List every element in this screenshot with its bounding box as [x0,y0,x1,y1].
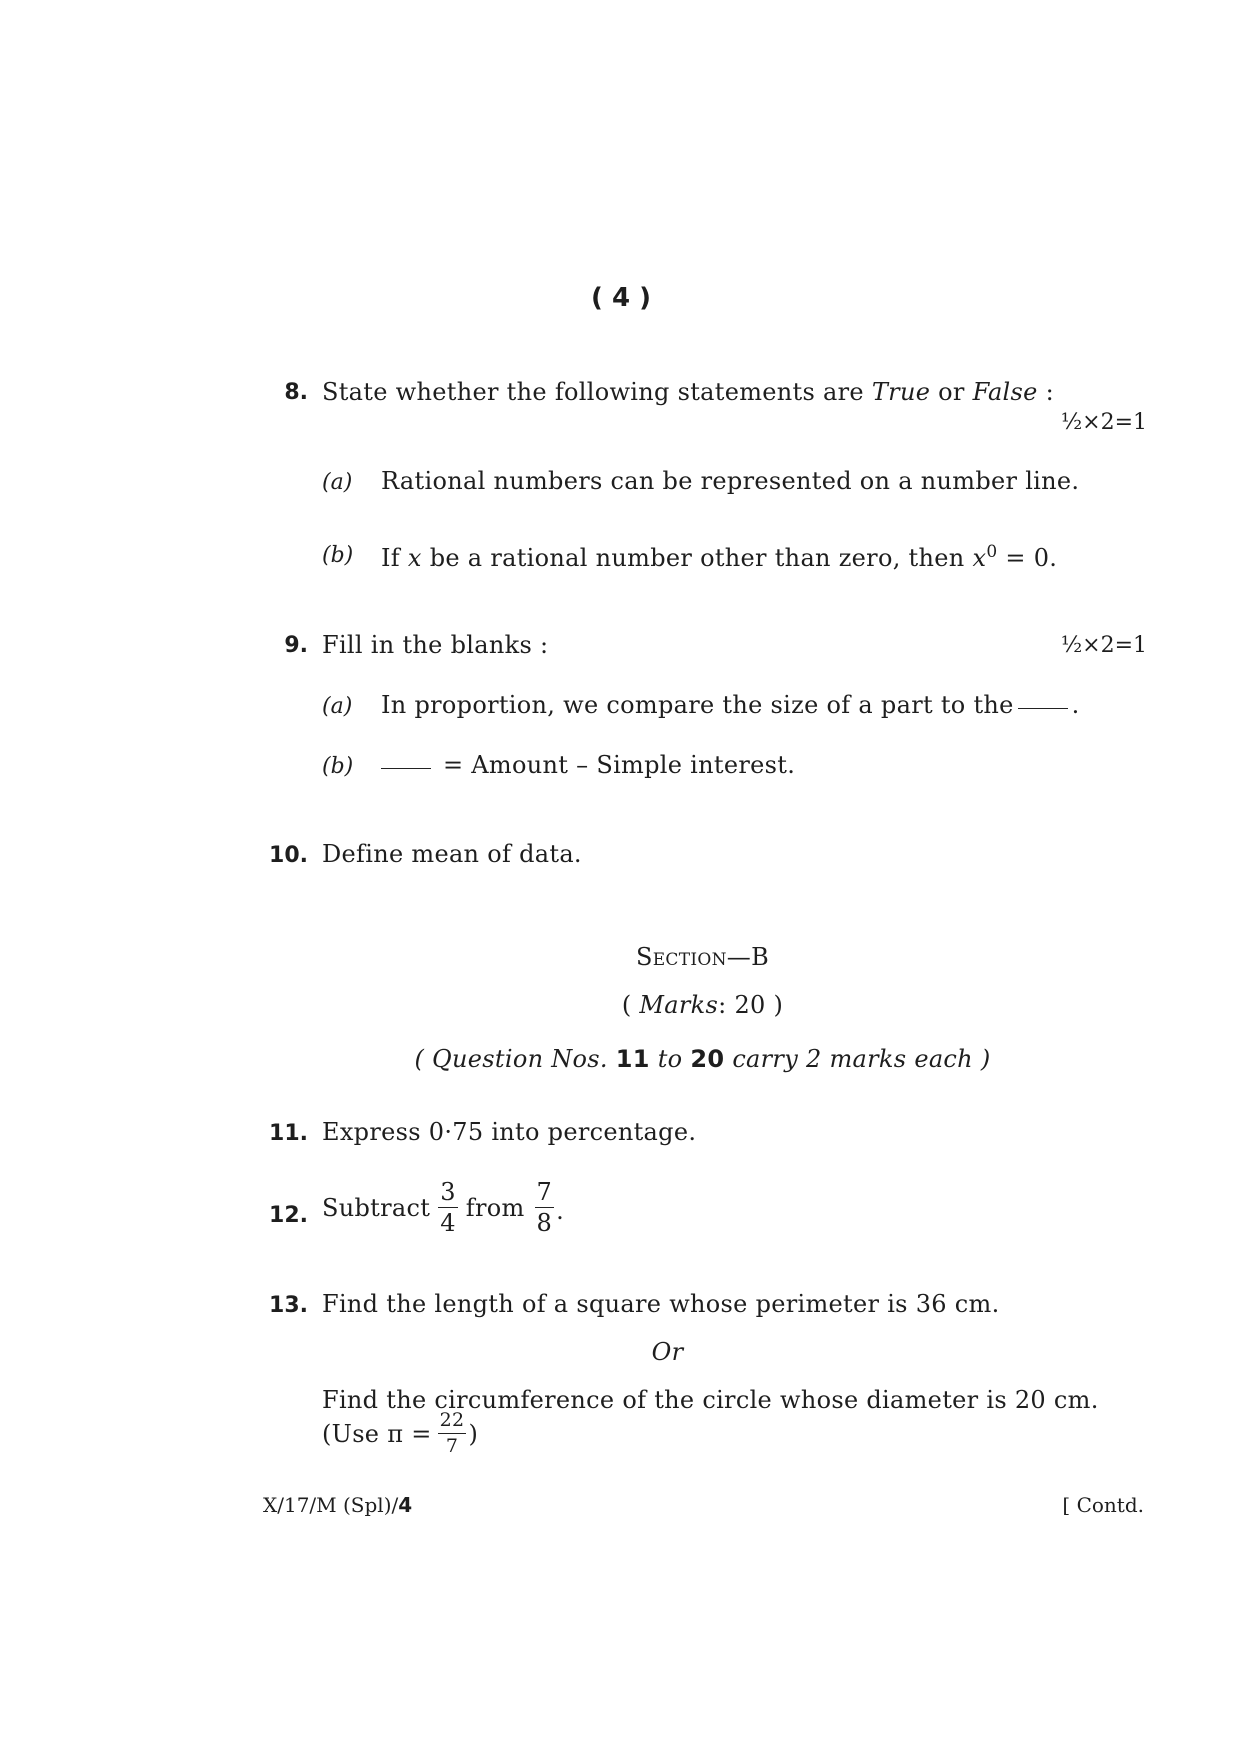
question-9b-text: = Amount – Simple interest. [381,751,795,779]
question-8a-label: (a) [322,470,353,495]
question-number-8: 8. [284,380,308,405]
question-8-text: State whether the following statements are True or False : [322,378,1054,406]
question-8b-text: If x be a rational number other than zero, then $x^0 = 0$. [381,542,1058,572]
question-9-marks: ½×2=1 [1060,633,1147,658]
question-number-11: 11. [269,1121,308,1146]
fill-blank [1018,708,1068,709]
continued-label: [ Contd. [1062,1493,1144,1517]
fraction-22-7: $\frac{22}{7}$ [439,1409,465,1457]
question-number-10: 10. [269,843,308,868]
question-number-12: 12. [269,1203,308,1228]
question-11-text: Express 0·75 into percentage. [322,1118,697,1146]
fraction-3-4: $\frac{3}{4}$ [440,1178,456,1237]
question-10-text: Define mean of data. [322,840,582,868]
question-8a-text: Rational numbers can be represented on a number line. [381,467,1080,495]
question-9a-label: (a) [322,694,353,719]
question-8b-label: (b) [322,543,354,568]
or-separator: Or [651,1338,684,1366]
question-13-text: Find the length of a square whose perimeter is 36 cm. [322,1290,1000,1318]
section-note: ( Question Nos. 11 to 20 carry 2 marks each ) [414,1045,991,1073]
question-9a-text: In proportion, we compare the size of a part to the . [381,691,1080,719]
fill-blank [381,768,431,769]
question-number-9: 9. [284,633,308,658]
question-9-text: Fill in the blanks : [322,631,549,659]
question-number-13: 13. [269,1293,308,1318]
question-13-pi-note: (Use π = $\frac{22}{7}$ ) [322,1409,479,1457]
question-9b-label: (b) [322,754,354,779]
question-13-alt-text: Find the circumference of the circle whose diameter is 20 cm. [322,1386,1099,1414]
section-title: Section—B [635,943,770,971]
fraction-7-8: $\frac{7}{8}$ [536,1178,553,1237]
question-12-text: Subtract $\frac{3}{4}$ from $\frac{7}{8}$ . [322,1178,565,1237]
page-number: ( 4 ) [591,283,651,313]
question-8-marks: ½×2=1 [1060,410,1147,435]
section-marks: ( Marks: 20 ) [621,991,784,1019]
paper-code: X/17/M (Spl)/4 [263,1493,413,1517]
